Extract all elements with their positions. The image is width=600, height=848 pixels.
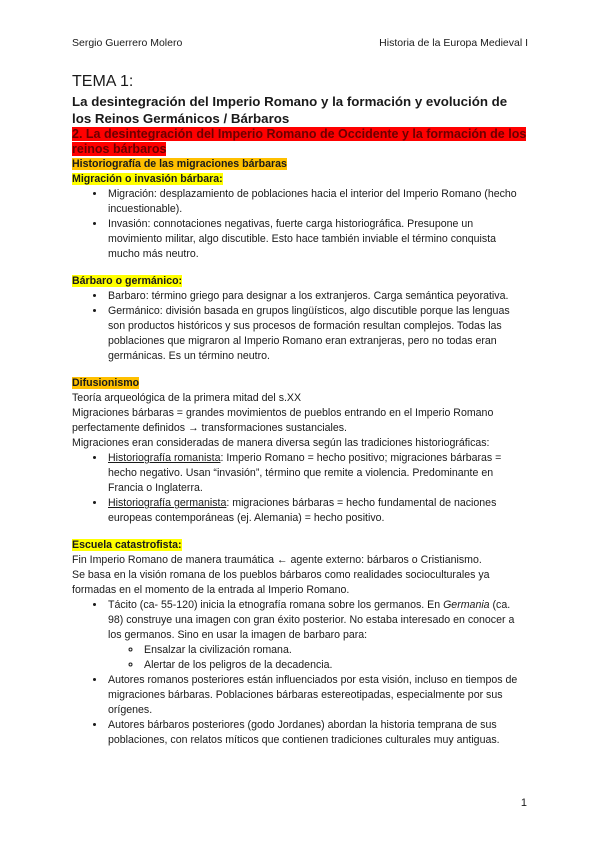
list-item: • Autores bárbaros posteriores (godo Jordanes) abordan la historia temprana de sus poblaciones, con relatos míticos que contienen tradiciones culturales muy antiguas. xyxy=(106,718,528,748)
paragraph: Teoría arqueológica de la primera mitad del s.XX xyxy=(72,392,302,404)
barbaro-list xyxy=(72,289,528,364)
work-title: Germania xyxy=(443,599,490,611)
list-item: • Tácito (ca- 55-120) inicia la etnografía romana sobre los germanos. En Germania (ca. 98) construye una imagen con gran éxito posterior. No estaba interesado en conocer a los germanos. Sino en usar la imagen de barbaro para: ◦ Ensalzar la civilización romana. ◦ Alertar de los peligros de la decadencia. xyxy=(106,598,528,673)
term: Historiografía germanista xyxy=(108,497,227,509)
document-subtitle: La desintegración del Imperio Romano y la formación y evolución de los Reinos Germánicos / Bárbaros xyxy=(72,94,508,126)
migracion-list xyxy=(72,187,528,262)
course-name: Historia de la Europa Medieval I xyxy=(379,37,528,49)
list-item: • Barbaro: término griego para designar a los extranjeros. Carga semántica peyorativa. xyxy=(106,289,528,304)
list-item: • Migración: desplazamiento de poblaciones hacia el interior del Imperio Romano (hecho incuestionable). xyxy=(106,187,528,217)
paragraph: Fin Imperio Romano de manera traumática ← agente externo: bárbaros o Cristianismo. xyxy=(72,554,482,566)
paragraph: Migraciones eran consideradas de manera diversa según las tradiciones historiográficas: xyxy=(72,437,490,449)
historiografia-heading: Historiografía de las migraciones bárbaras xyxy=(72,158,287,170)
author-name: Sergio Guerrero Molero xyxy=(72,37,183,49)
catastrofista-heading: Escuela catastrofista: xyxy=(72,539,182,551)
migracion-heading: Migración o invasión bárbara: xyxy=(72,173,223,185)
page-number: 1 xyxy=(520,797,527,809)
section-title: 2. La desintegración del Imperio Romano de Occidente y la formación de los reinos bárbaros xyxy=(72,127,527,156)
historiografia-list xyxy=(72,451,528,526)
document-body xyxy=(72,72,528,748)
list-item: • Historiografía romanista: Imperio Romano = hecho positivo; migraciones bárbaras = hecho negativo. Usan “invasión”, término que remite a violencia. Predominante en Francia o Inglaterra. xyxy=(106,451,528,496)
paragraph: Se basa en la visión romana de los pueblos bárbaros como realidades socioculturales ya formadas en el momento de la entrada al Imperio Romano. xyxy=(72,569,490,596)
catastrofista-list xyxy=(72,598,528,748)
barbaro-heading: Bárbaro o germánico: xyxy=(72,275,183,287)
list-item: • Germánico: división basada en grupos lingüísticos, algo discutible porque las lenguas son productos históricos y sus procesos de formación resultan complejos. Todas las poblaciones que migraron al Imperio Romano eran extranjeras, pero no todas eran germánicas. Es un término neutro. xyxy=(106,304,528,364)
sub-list-item: ◦ Alertar de los peligros de la decadencia. xyxy=(142,658,528,673)
list-item: • Autores romanos posteriores están influenciados por esta visión, incluso en tiempos de migraciones bárbaras. Poblaciones bárbaras estereotipadas, especialmente por sus orígenes. xyxy=(106,673,528,718)
difusionismo-heading: Difusionismo xyxy=(72,377,140,389)
sub-list-item: ◦ Ensalzar la civilización romana. xyxy=(142,643,528,658)
sub-list xyxy=(108,643,528,673)
tema-heading: TEMA 1: xyxy=(72,73,134,90)
list-item: • Historiografía germanista: migraciones bárbaras = hecho fundamental de naciones europeas contemporáneas (ej. Alemania) = hecho positivo. xyxy=(106,496,528,526)
paragraph: Migraciones bárbaras = grandes movimientos de pueblos entrando en el Imperio Romano perfectamente definidos → transformaciones sustanciales. xyxy=(72,407,494,434)
term: Historiografía romanista xyxy=(108,452,221,464)
list-item: • Invasión: connotaciones negativas, fuerte carga historiográfica. Presupone un movimiento militar, algo discutible. Esto hace también inviable el término conquista mucho más neutro. xyxy=(106,217,528,262)
